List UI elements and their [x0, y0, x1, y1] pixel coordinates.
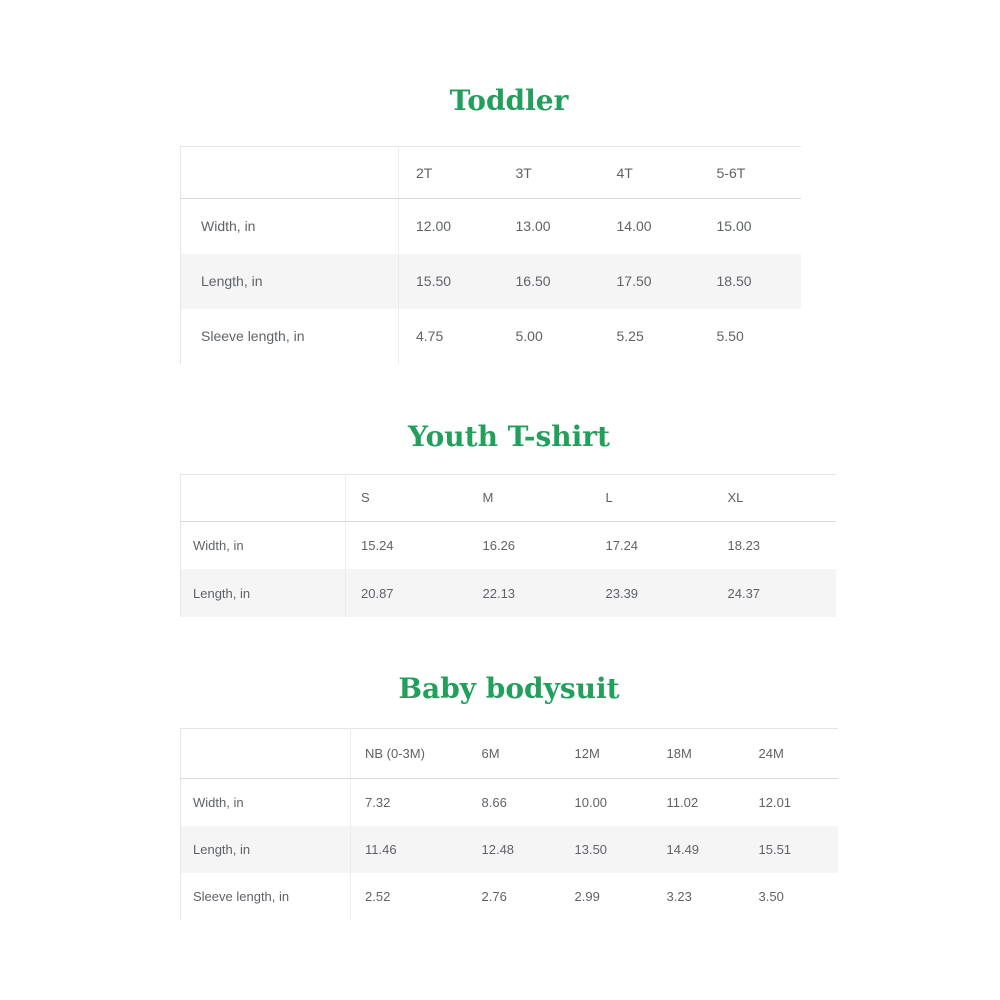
measurement-value: 12.01 — [758, 794, 792, 810]
size-chart-table-toddler — [180, 146, 801, 364]
measurement-value: 15.24 — [361, 537, 394, 553]
measurement-value: 3.50 — [758, 888, 784, 904]
section-title-toddler: Toddler — [449, 84, 569, 117]
measurement-row — [181, 873, 838, 920]
measurement-value: 13.00 — [515, 218, 551, 235]
measurement-value: 14.00 — [616, 218, 652, 235]
measurement-row — [181, 199, 801, 254]
size-column-header: XL — [713, 474, 836, 521]
measurement-value: 18.50 — [716, 273, 752, 289]
size-chart-table-youth-tshirt — [180, 474, 836, 618]
size-header-row — [181, 474, 836, 521]
measurement-value: 12.48 — [481, 841, 515, 857]
measurement-row-label: Sleeve length, in — [181, 873, 351, 920]
measurement-row-label: Length, in — [181, 826, 351, 873]
measurement-row-label: Width, in — [181, 779, 351, 826]
size-column-header: 4T — [600, 147, 700, 199]
size-column-header: 3T — [499, 147, 600, 199]
size-column-header: NB (0-3M) — [351, 729, 468, 779]
measurement-row — [181, 309, 801, 364]
measurement-row-label: Length, in — [181, 569, 346, 617]
measurement-value: 15.00 — [716, 218, 752, 235]
section-title-baby-bodysuit: Baby bodysuit — [398, 672, 620, 705]
measurement-row — [181, 521, 836, 569]
measurement-value: 11.46 — [365, 841, 397, 857]
size-column-header: 18M — [653, 729, 745, 779]
size-column-header: 2T — [399, 147, 499, 199]
measurement-value: 17.24 — [605, 537, 639, 553]
measurement-value: 4.75 — [416, 328, 444, 344]
measurement-value: 15.50 — [416, 273, 452, 289]
measurement-value: 11.02 — [666, 794, 699, 810]
measurement-value: 14.49 — [666, 841, 700, 857]
measurement-row — [181, 569, 836, 617]
measurement-value: 3.23 — [666, 888, 692, 904]
size-column-header: 5-6T — [700, 147, 801, 199]
measurement-value: 16.50 — [515, 273, 551, 289]
measurement-row — [181, 779, 838, 826]
measurement-value: 13.50 — [574, 841, 608, 857]
measurement-value: 8.66 — [481, 794, 507, 810]
measurement-value: 5.25 — [616, 328, 644, 344]
measurement-value: 23.39 — [605, 585, 639, 601]
size-column-header: L — [591, 474, 713, 521]
measurement-value: 7.32 — [365, 794, 391, 810]
measurement-value: 15.51 — [758, 841, 792, 857]
measurement-row — [181, 254, 801, 309]
measurement-row-label: Sleeve length, in — [181, 309, 399, 364]
measurement-value: 5.00 — [515, 328, 543, 344]
size-column-header: M — [468, 474, 591, 521]
table-corner-cell — [181, 474, 346, 521]
measurement-value: 12.00 — [416, 218, 452, 235]
size-column-header: 24M — [745, 729, 838, 779]
table-corner-cell — [181, 729, 351, 779]
measurement-value: 18.23 — [727, 537, 761, 553]
measurement-row-label: Length, in — [181, 254, 399, 309]
size-charts-page — [180, 0, 838, 920]
measurement-value: 24.37 — [727, 585, 761, 601]
size-column-header: S — [346, 474, 468, 521]
table-corner-cell — [181, 147, 399, 199]
size-column-header: 12M — [561, 729, 653, 779]
size-header-row — [181, 147, 801, 199]
measurement-value: 5.50 — [716, 328, 744, 344]
measurement-value: 16.26 — [482, 537, 516, 553]
size-column-header: 6M — [468, 729, 561, 779]
measurement-value: 20.87 — [361, 585, 394, 601]
measurement-row-label: Width, in — [181, 199, 399, 254]
measurement-value: 17.50 — [616, 273, 652, 289]
measurement-value: 22.13 — [482, 585, 516, 601]
measurement-value: 10.00 — [574, 794, 608, 810]
measurement-row — [181, 826, 838, 873]
measurement-value: 2.99 — [574, 888, 600, 904]
measurement-row-label: Width, in — [181, 521, 346, 569]
size-chart-table-baby-bodysuit — [180, 728, 838, 920]
measurement-value: 2.76 — [481, 888, 507, 904]
size-header-row — [181, 729, 838, 779]
section-title-youth-tshirt: Youth T-shirt — [408, 419, 610, 453]
measurement-value: 2.52 — [365, 888, 391, 904]
